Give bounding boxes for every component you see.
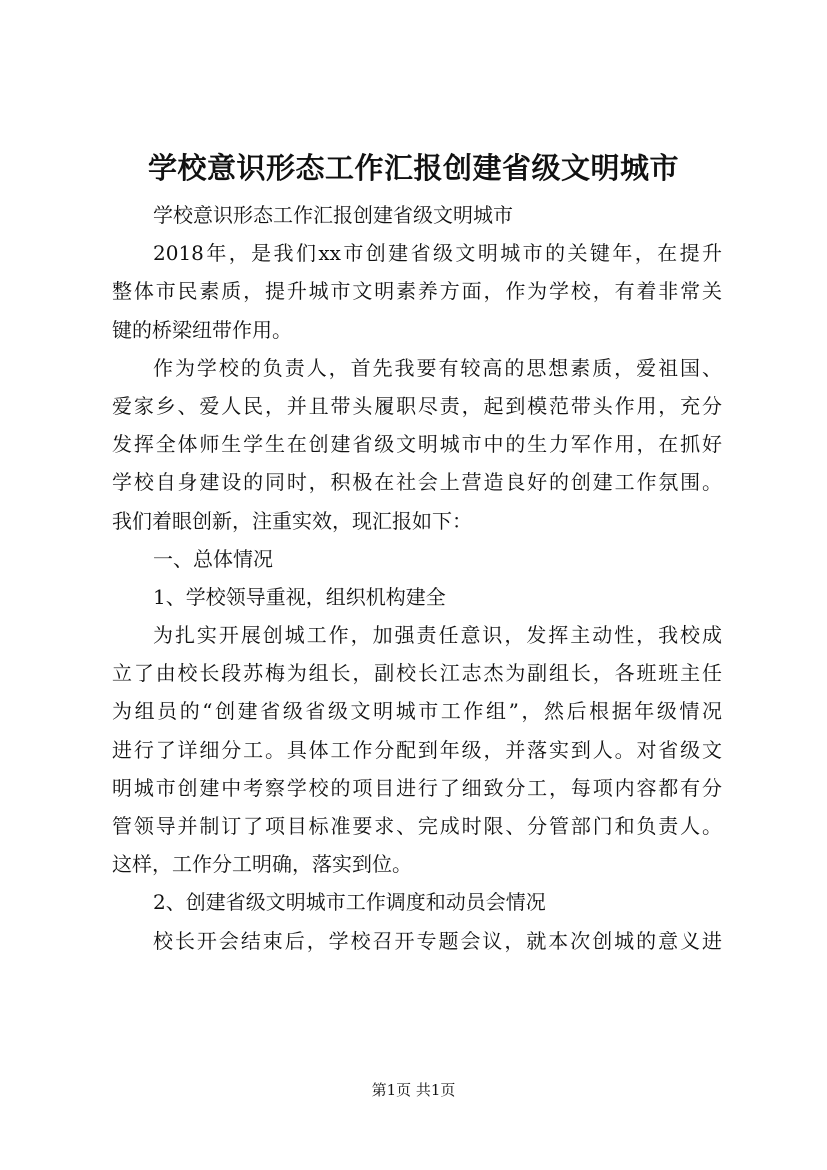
paragraph-line-17: 管领导并制订了项目标准要求、完成时限、分管部门和负责人。 xyxy=(112,814,722,838)
paragraph-line-7: 发挥全体师生学生在创建省级文明城市中的生力军作用，在抓好 xyxy=(112,432,722,457)
paragraph-line-20: 校长开会结束后，学校召开专题会议，就本次创城的意义进 xyxy=(153,928,722,953)
paragraph-line-3: 整体市民素质，提升城市文明素养方面，作为学校，有着非常关 xyxy=(112,279,722,304)
paragraph-line-15: 进行了详细分工。具体工作分配到年级，并落实到人。对省级文 xyxy=(112,737,722,762)
paragraph-line-1: 学校意识形态工作汇报创建省级文明城市 xyxy=(153,203,513,227)
paragraph-line-14: 为组员的“创建省级省级文明城市工作组”，然后根据年级情况 xyxy=(112,699,722,724)
paragraph-line-5: 作为学校的负责人，首先我要有较高的思想素质，爱祖国、 xyxy=(153,355,722,380)
paragraph-line-12: 为扎实开展创城工作，加强责任意识，发挥主动性，我校成 xyxy=(153,623,722,648)
paragraph-line-18: 这样，工作分工明确，落实到位。 xyxy=(112,852,412,877)
paragraph-line-8: 学校自身建设的同时，积极在社会上营造良好的创建工作氛围。 xyxy=(112,470,722,495)
section-heading-1: 一、总体情况 xyxy=(153,546,273,571)
paragraph-line-2: 2018年，是我们xx市创建省级文明城市的关键年，在提升 xyxy=(153,241,722,266)
subsection-heading-1: 1、学校领导重视，组织机构建全 xyxy=(153,584,446,609)
subsection-heading-2: 2、创建省级文明城市工作调度和动员会情况 xyxy=(153,890,546,915)
paragraph-line-13: 立了由校长段苏梅为组长，副校长江志杰为副组长，各班班主任 xyxy=(112,661,722,686)
paragraph-line-4: 键的桥梁纽带作用。 xyxy=(112,317,292,342)
document-title: 学校意识形态工作汇报创建省级文明城市 xyxy=(147,151,679,185)
document-body xyxy=(112,196,722,960)
paragraph-line-9: 我们着眼创新，注重实效，现汇报如下： xyxy=(112,508,472,533)
paragraph-line-16: 明城市创建中考察学校的项目进行了细致分工，每项内容都有分 xyxy=(112,775,722,800)
page-footer: 第1页 共1页 xyxy=(371,1081,456,1099)
paragraph-line-6: 爱家乡、爱人民，并且带头履职尽责，起到模范带头作用，充分 xyxy=(112,393,722,418)
